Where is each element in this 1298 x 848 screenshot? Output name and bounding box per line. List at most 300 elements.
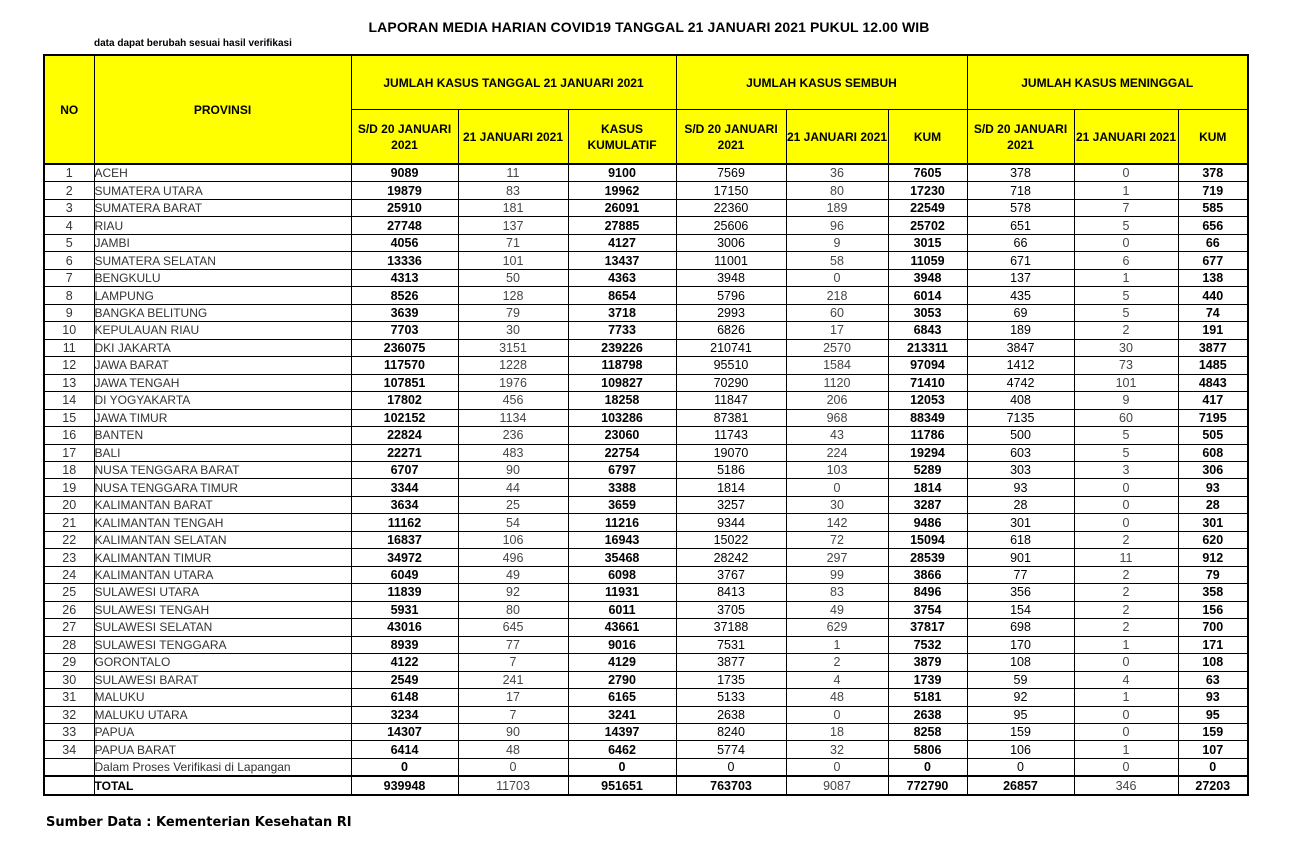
province-name: BALI — [94, 444, 351, 461]
province-name: SULAWESI BARAT — [94, 671, 351, 688]
row-number — [44, 758, 94, 776]
recovered-prev-cell: 17150 — [676, 182, 786, 199]
cases-today-cell: 50 — [458, 269, 568, 286]
deaths-cumulative-cell: 700 — [1178, 619, 1248, 636]
row-number: 24 — [44, 566, 94, 583]
recovered-today-cell: 629 — [786, 619, 888, 636]
cases-cumulative-cell: 8654 — [568, 287, 676, 304]
recovered-today-cell: 224 — [786, 444, 888, 461]
verification-note: data dapat berubah sesuai hasil verifikasi — [94, 38, 292, 49]
row-number: 9 — [44, 304, 94, 321]
cases-today-cell: 90 — [458, 724, 568, 741]
deaths-prev-cell: 26857 — [967, 776, 1074, 794]
cases-today-cell: 71 — [458, 234, 568, 251]
cases-prev-cell: 4313 — [351, 269, 458, 286]
deaths-today-cell: 5 — [1074, 304, 1178, 321]
province-name: JAMBI — [94, 234, 351, 251]
recovered-prev-cell: 11001 — [676, 252, 786, 269]
deaths-cumulative-cell: 156 — [1178, 601, 1248, 618]
cases-cumulative-cell: 6462 — [568, 741, 676, 758]
recovered-cumulative-cell: 12053 — [888, 392, 967, 409]
cases-prev-cell: 11839 — [351, 584, 458, 601]
deaths-today-cell: 0 — [1074, 758, 1178, 776]
cases-prev-cell: 4122 — [351, 654, 458, 671]
cases-cumulative-cell: 6011 — [568, 601, 676, 618]
recovered-prev-cell: 9344 — [676, 514, 786, 531]
header-deaths-cumulative: KUM — [1178, 110, 1248, 165]
province-name: GORONTALO — [94, 654, 351, 671]
province-name: TOTAL — [94, 776, 351, 794]
recovered-today-cell: 17 — [786, 322, 888, 339]
recovered-today-cell: 30 — [786, 496, 888, 513]
cases-prev-cell: 3234 — [351, 706, 458, 723]
recovered-prev-cell: 37188 — [676, 619, 786, 636]
deaths-today-cell: 60 — [1074, 409, 1178, 426]
deaths-prev-cell: 500 — [967, 427, 1074, 444]
table-row — [44, 479, 1248, 496]
cases-prev-cell: 6707 — [351, 461, 458, 478]
recovered-prev-cell: 15022 — [676, 531, 786, 548]
province-name: SUMATERA BARAT — [94, 199, 351, 216]
recovered-prev-cell: 3006 — [676, 234, 786, 251]
cases-cumulative-cell: 9100 — [568, 164, 676, 182]
row-number: 22 — [44, 531, 94, 548]
total-row — [44, 776, 1248, 794]
deaths-cumulative-cell: 28 — [1178, 496, 1248, 513]
row-number: 19 — [44, 479, 94, 496]
recovered-cumulative-cell: 3754 — [888, 601, 967, 618]
recovered-today-cell: 32 — [786, 741, 888, 758]
row-number: 26 — [44, 601, 94, 618]
recovered-cumulative-cell: 3879 — [888, 654, 967, 671]
deaths-today-cell: 0 — [1074, 706, 1178, 723]
cases-today-cell: 25 — [458, 496, 568, 513]
recovered-prev-cell: 7569 — [676, 164, 786, 182]
recovered-cumulative-cell: 8258 — [888, 724, 967, 741]
deaths-today-cell: 0 — [1074, 164, 1178, 182]
row-number: 33 — [44, 724, 94, 741]
deaths-today-cell: 1 — [1074, 636, 1178, 653]
cases-prev-cell: 236075 — [351, 339, 458, 356]
cases-cumulative-cell: 0 — [568, 758, 676, 776]
recovered-cumulative-cell: 3015 — [888, 234, 967, 251]
deaths-prev-cell: 7135 — [967, 409, 1074, 426]
province-name: KALIMANTAN UTARA — [94, 566, 351, 583]
deaths-prev-cell: 718 — [967, 182, 1074, 199]
table-row — [44, 601, 1248, 618]
cases-today-cell: 483 — [458, 444, 568, 461]
cases-today-cell: 92 — [458, 584, 568, 601]
deaths-cumulative-cell: 378 — [1178, 164, 1248, 182]
row-number: 18 — [44, 461, 94, 478]
header-cases-prev: S/D 20 JANUARI 2021 — [351, 110, 458, 165]
recovered-today-cell: 142 — [786, 514, 888, 531]
cases-cumulative-cell: 9016 — [568, 636, 676, 653]
recovered-prev-cell: 3705 — [676, 601, 786, 618]
deaths-cumulative-cell: 4843 — [1178, 374, 1248, 391]
recovered-cumulative-cell: 1739 — [888, 671, 967, 688]
cases-prev-cell: 0 — [351, 758, 458, 776]
cases-cumulative-cell: 4363 — [568, 269, 676, 286]
recovered-prev-cell: 5133 — [676, 689, 786, 706]
deaths-prev-cell: 1412 — [967, 357, 1074, 374]
province-name: DI YOGYAKARTA — [94, 392, 351, 409]
recovered-today-cell: 297 — [786, 549, 888, 566]
table-row — [44, 374, 1248, 391]
recovered-cumulative-cell: 213311 — [888, 339, 967, 356]
deaths-prev-cell: 137 — [967, 269, 1074, 286]
recovered-cumulative-cell: 7532 — [888, 636, 967, 653]
deaths-today-cell: 6 — [1074, 252, 1178, 269]
recovered-today-cell: 189 — [786, 199, 888, 216]
deaths-today-cell: 5 — [1074, 287, 1178, 304]
table-row — [44, 339, 1248, 356]
header-recovered-prev: S/D 20 JANUARI 2021 — [676, 110, 786, 165]
cases-today-cell: 236 — [458, 427, 568, 444]
deaths-cumulative-cell: 585 — [1178, 199, 1248, 216]
deaths-prev-cell: 69 — [967, 304, 1074, 321]
cases-cumulative-cell: 22754 — [568, 444, 676, 461]
header-no: NO — [44, 55, 94, 164]
deaths-today-cell: 5 — [1074, 427, 1178, 444]
deaths-prev-cell: 408 — [967, 392, 1074, 409]
recovered-cumulative-cell: 22549 — [888, 199, 967, 216]
cases-today-cell: 106 — [458, 531, 568, 548]
cases-prev-cell: 9089 — [351, 164, 458, 182]
cases-today-cell: 3151 — [458, 339, 568, 356]
cases-prev-cell: 22824 — [351, 427, 458, 444]
cases-prev-cell: 14307 — [351, 724, 458, 741]
cases-today-cell: 128 — [458, 287, 568, 304]
cases-cumulative-cell: 16943 — [568, 531, 676, 548]
recovered-prev-cell: 25606 — [676, 217, 786, 234]
recovered-prev-cell: 3948 — [676, 269, 786, 286]
deaths-today-cell: 0 — [1074, 496, 1178, 513]
row-number: 20 — [44, 496, 94, 513]
deaths-cumulative-cell: 138 — [1178, 269, 1248, 286]
table-row — [44, 461, 1248, 478]
cases-cumulative-cell: 109827 — [568, 374, 676, 391]
cases-cumulative-cell: 11931 — [568, 584, 676, 601]
province-name: SUMATERA SELATAN — [94, 252, 351, 269]
header-recovered-cumulative: KUM — [888, 110, 967, 165]
province-name: SULAWESI UTARA — [94, 584, 351, 601]
report-title: LAPORAN MEDIA HARIAN COVID19 TANGGAL 21 JANUARI 2021 PUKUL 12.00 WIB — [368, 19, 930, 35]
cases-cumulative-cell: 118798 — [568, 357, 676, 374]
deaths-cumulative-cell: 677 — [1178, 252, 1248, 269]
deaths-cumulative-cell: 27203 — [1178, 776, 1248, 794]
recovered-prev-cell: 87381 — [676, 409, 786, 426]
cases-cumulative-cell: 6098 — [568, 566, 676, 583]
deaths-today-cell: 11 — [1074, 549, 1178, 566]
row-number: 10 — [44, 322, 94, 339]
recovered-cumulative-cell: 71410 — [888, 374, 967, 391]
deaths-today-cell: 2 — [1074, 322, 1178, 339]
recovered-today-cell: 103 — [786, 461, 888, 478]
recovered-prev-cell: 1735 — [676, 671, 786, 688]
deaths-today-cell: 1 — [1074, 689, 1178, 706]
cases-cumulative-cell: 13437 — [568, 252, 676, 269]
cases-prev-cell: 3639 — [351, 304, 458, 321]
recovered-today-cell: 1584 — [786, 357, 888, 374]
header-group-deaths: JUMLAH KASUS MENINGGAL — [967, 55, 1248, 110]
row-number: 16 — [44, 427, 94, 444]
recovered-prev-cell: 19070 — [676, 444, 786, 461]
recovered-today-cell: 36 — [786, 164, 888, 182]
recovered-prev-cell: 11847 — [676, 392, 786, 409]
province-name: KEPULAUAN RIAU — [94, 322, 351, 339]
cases-cumulative-cell: 6797 — [568, 461, 676, 478]
recovered-prev-cell: 5796 — [676, 287, 786, 304]
deaths-today-cell: 3 — [1074, 461, 1178, 478]
recovered-prev-cell: 0 — [676, 758, 786, 776]
province-name: BENGKULU — [94, 269, 351, 286]
recovered-cumulative-cell: 11059 — [888, 252, 967, 269]
cases-cumulative-cell: 3241 — [568, 706, 676, 723]
row-number: 21 — [44, 514, 94, 531]
recovered-today-cell: 968 — [786, 409, 888, 426]
deaths-cumulative-cell: 3877 — [1178, 339, 1248, 356]
header-recovered-today: 21 JANUARI 2021 — [786, 110, 888, 165]
cases-prev-cell: 8939 — [351, 636, 458, 653]
recovered-cumulative-cell: 0 — [888, 758, 967, 776]
deaths-today-cell: 7 — [1074, 199, 1178, 216]
table-row — [44, 357, 1248, 374]
cases-cumulative-cell: 14397 — [568, 724, 676, 741]
province-name: NUSA TENGGARA BARAT — [94, 461, 351, 478]
deaths-prev-cell: 651 — [967, 217, 1074, 234]
recovered-cumulative-cell: 772790 — [888, 776, 967, 794]
cases-today-cell: 77 — [458, 636, 568, 653]
cases-prev-cell: 3344 — [351, 479, 458, 496]
recovered-prev-cell: 95510 — [676, 357, 786, 374]
recovered-cumulative-cell: 9486 — [888, 514, 967, 531]
deaths-cumulative-cell: 417 — [1178, 392, 1248, 409]
recovered-cumulative-cell: 1814 — [888, 479, 967, 496]
recovered-today-cell: 0 — [786, 706, 888, 723]
cases-cumulative-cell: 3659 — [568, 496, 676, 513]
deaths-today-cell: 73 — [1074, 357, 1178, 374]
province-name: SUMATERA UTARA — [94, 182, 351, 199]
cases-cumulative-cell: 4129 — [568, 654, 676, 671]
recovered-prev-cell: 763703 — [676, 776, 786, 794]
deaths-cumulative-cell: 306 — [1178, 461, 1248, 478]
cases-prev-cell: 117570 — [351, 357, 458, 374]
cases-prev-cell: 939948 — [351, 776, 458, 794]
cases-today-cell: 83 — [458, 182, 568, 199]
province-name: NUSA TENGGARA TIMUR — [94, 479, 351, 496]
cases-prev-cell: 4056 — [351, 234, 458, 251]
province-name: JAWA TIMUR — [94, 409, 351, 426]
deaths-prev-cell: 59 — [967, 671, 1074, 688]
row-number: 13 — [44, 374, 94, 391]
deaths-prev-cell: 154 — [967, 601, 1074, 618]
cases-cumulative-cell: 4127 — [568, 234, 676, 251]
cases-prev-cell: 6049 — [351, 566, 458, 583]
recovered-prev-cell: 3877 — [676, 654, 786, 671]
row-number: 6 — [44, 252, 94, 269]
recovered-today-cell: 43 — [786, 427, 888, 444]
table-row — [44, 689, 1248, 706]
recovered-today-cell: 1 — [786, 636, 888, 653]
deaths-prev-cell: 77 — [967, 566, 1074, 583]
cases-today-cell: 7 — [458, 654, 568, 671]
deaths-prev-cell: 303 — [967, 461, 1074, 478]
cases-today-cell: 11703 — [458, 776, 568, 794]
recovered-cumulative-cell: 8496 — [888, 584, 967, 601]
table-row — [44, 444, 1248, 461]
table-row — [44, 304, 1248, 321]
cases-prev-cell: 6414 — [351, 741, 458, 758]
recovered-cumulative-cell: 88349 — [888, 409, 967, 426]
table-row — [44, 392, 1248, 409]
deaths-cumulative-cell: 0 — [1178, 758, 1248, 776]
deaths-prev-cell: 66 — [967, 234, 1074, 251]
deaths-cumulative-cell: 191 — [1178, 322, 1248, 339]
deaths-cumulative-cell: 107 — [1178, 741, 1248, 758]
deaths-today-cell: 0 — [1074, 724, 1178, 741]
row-number: 15 — [44, 409, 94, 426]
table-row — [44, 217, 1248, 234]
deaths-cumulative-cell: 108 — [1178, 654, 1248, 671]
province-name: LAMPUNG — [94, 287, 351, 304]
recovered-today-cell: 9 — [786, 234, 888, 251]
recovered-today-cell: 58 — [786, 252, 888, 269]
recovered-prev-cell: 1814 — [676, 479, 786, 496]
deaths-cumulative-cell: 74 — [1178, 304, 1248, 321]
header-deaths-today: 21 JANUARI 2021 — [1074, 110, 1178, 165]
deaths-prev-cell: 92 — [967, 689, 1074, 706]
header-provinsi: PROVINSI — [94, 55, 351, 164]
province-name: SULAWESI TENGAH — [94, 601, 351, 618]
recovered-today-cell: 206 — [786, 392, 888, 409]
row-number: 17 — [44, 444, 94, 461]
recovered-prev-cell: 3767 — [676, 566, 786, 583]
deaths-prev-cell: 106 — [967, 741, 1074, 758]
recovered-cumulative-cell: 6014 — [888, 287, 967, 304]
deaths-cumulative-cell: 95 — [1178, 706, 1248, 723]
row-number: 14 — [44, 392, 94, 409]
deaths-prev-cell: 301 — [967, 514, 1074, 531]
deaths-cumulative-cell: 79 — [1178, 566, 1248, 583]
recovered-today-cell: 0 — [786, 269, 888, 286]
table-row — [44, 549, 1248, 566]
table-row — [44, 671, 1248, 688]
row-number: 29 — [44, 654, 94, 671]
deaths-cumulative-cell: 1485 — [1178, 357, 1248, 374]
cases-cumulative-cell: 3718 — [568, 304, 676, 321]
deaths-cumulative-cell: 505 — [1178, 427, 1248, 444]
cases-prev-cell: 13336 — [351, 252, 458, 269]
recovered-today-cell: 83 — [786, 584, 888, 601]
cases-cumulative-cell: 35468 — [568, 549, 676, 566]
recovered-today-cell: 48 — [786, 689, 888, 706]
deaths-prev-cell: 578 — [967, 199, 1074, 216]
deaths-today-cell: 2 — [1074, 566, 1178, 583]
cases-today-cell: 1976 — [458, 374, 568, 391]
covid-report-table — [43, 54, 1249, 796]
cases-today-cell: 17 — [458, 689, 568, 706]
deaths-cumulative-cell: 656 — [1178, 217, 1248, 234]
row-number: 7 — [44, 269, 94, 286]
recovered-prev-cell: 6826 — [676, 322, 786, 339]
header-group-cases: JUMLAH KASUS TANGGAL 21 JANUARI 2021 — [351, 55, 676, 110]
table-row — [44, 322, 1248, 339]
province-name: PAPUA — [94, 724, 351, 741]
cases-today-cell: 137 — [458, 217, 568, 234]
deaths-today-cell: 1 — [1074, 269, 1178, 286]
table-row — [44, 654, 1248, 671]
row-number: 2 — [44, 182, 94, 199]
cases-cumulative-cell: 26091 — [568, 199, 676, 216]
cases-today-cell: 48 — [458, 741, 568, 758]
recovered-prev-cell: 8413 — [676, 584, 786, 601]
deaths-prev-cell: 108 — [967, 654, 1074, 671]
deaths-prev-cell: 618 — [967, 531, 1074, 548]
cases-today-cell: 1134 — [458, 409, 568, 426]
recovered-cumulative-cell: 3866 — [888, 566, 967, 583]
cases-cumulative-cell: 19962 — [568, 182, 676, 199]
recovered-today-cell: 9087 — [786, 776, 888, 794]
recovered-cumulative-cell: 5181 — [888, 689, 967, 706]
row-number: 23 — [44, 549, 94, 566]
recovered-today-cell: 1120 — [786, 374, 888, 391]
recovered-today-cell: 218 — [786, 287, 888, 304]
cases-prev-cell: 107851 — [351, 374, 458, 391]
header-cases-today: 21 JANUARI 2021 — [458, 110, 568, 165]
table-row — [44, 234, 1248, 251]
header-group-recovered: JUMLAH KASUS SEMBUH — [676, 55, 967, 110]
recovered-cumulative-cell: 3287 — [888, 496, 967, 513]
deaths-prev-cell: 3847 — [967, 339, 1074, 356]
row-number: 31 — [44, 689, 94, 706]
province-name: ACEH — [94, 164, 351, 182]
table-row — [44, 531, 1248, 548]
deaths-cumulative-cell: 93 — [1178, 479, 1248, 496]
recovered-today-cell: 49 — [786, 601, 888, 618]
cases-prev-cell: 27748 — [351, 217, 458, 234]
cases-today-cell: 645 — [458, 619, 568, 636]
deaths-today-cell: 9 — [1074, 392, 1178, 409]
table-row — [44, 269, 1248, 286]
deaths-today-cell: 2 — [1074, 531, 1178, 548]
table-row — [44, 584, 1248, 601]
province-name: RIAU — [94, 217, 351, 234]
recovered-today-cell: 4 — [786, 671, 888, 688]
deaths-today-cell: 0 — [1074, 654, 1178, 671]
cases-prev-cell: 22271 — [351, 444, 458, 461]
cases-cumulative-cell: 43661 — [568, 619, 676, 636]
row-number: 11 — [44, 339, 94, 356]
row-number: 12 — [44, 357, 94, 374]
cases-prev-cell: 102152 — [351, 409, 458, 426]
cases-prev-cell: 17802 — [351, 392, 458, 409]
table-row — [44, 636, 1248, 653]
recovered-cumulative-cell: 17230 — [888, 182, 967, 199]
cases-today-cell: 456 — [458, 392, 568, 409]
cases-prev-cell: 3634 — [351, 496, 458, 513]
province-name: PAPUA BARAT — [94, 741, 351, 758]
row-number: 25 — [44, 584, 94, 601]
province-name: MALUKU UTARA — [94, 706, 351, 723]
recovered-prev-cell: 2993 — [676, 304, 786, 321]
table-row — [44, 514, 1248, 531]
recovered-prev-cell: 28242 — [676, 549, 786, 566]
deaths-prev-cell: 95 — [967, 706, 1074, 723]
deaths-today-cell: 2 — [1074, 601, 1178, 618]
table-row — [44, 724, 1248, 741]
province-name: KALIMANTAN SELATAN — [94, 531, 351, 548]
